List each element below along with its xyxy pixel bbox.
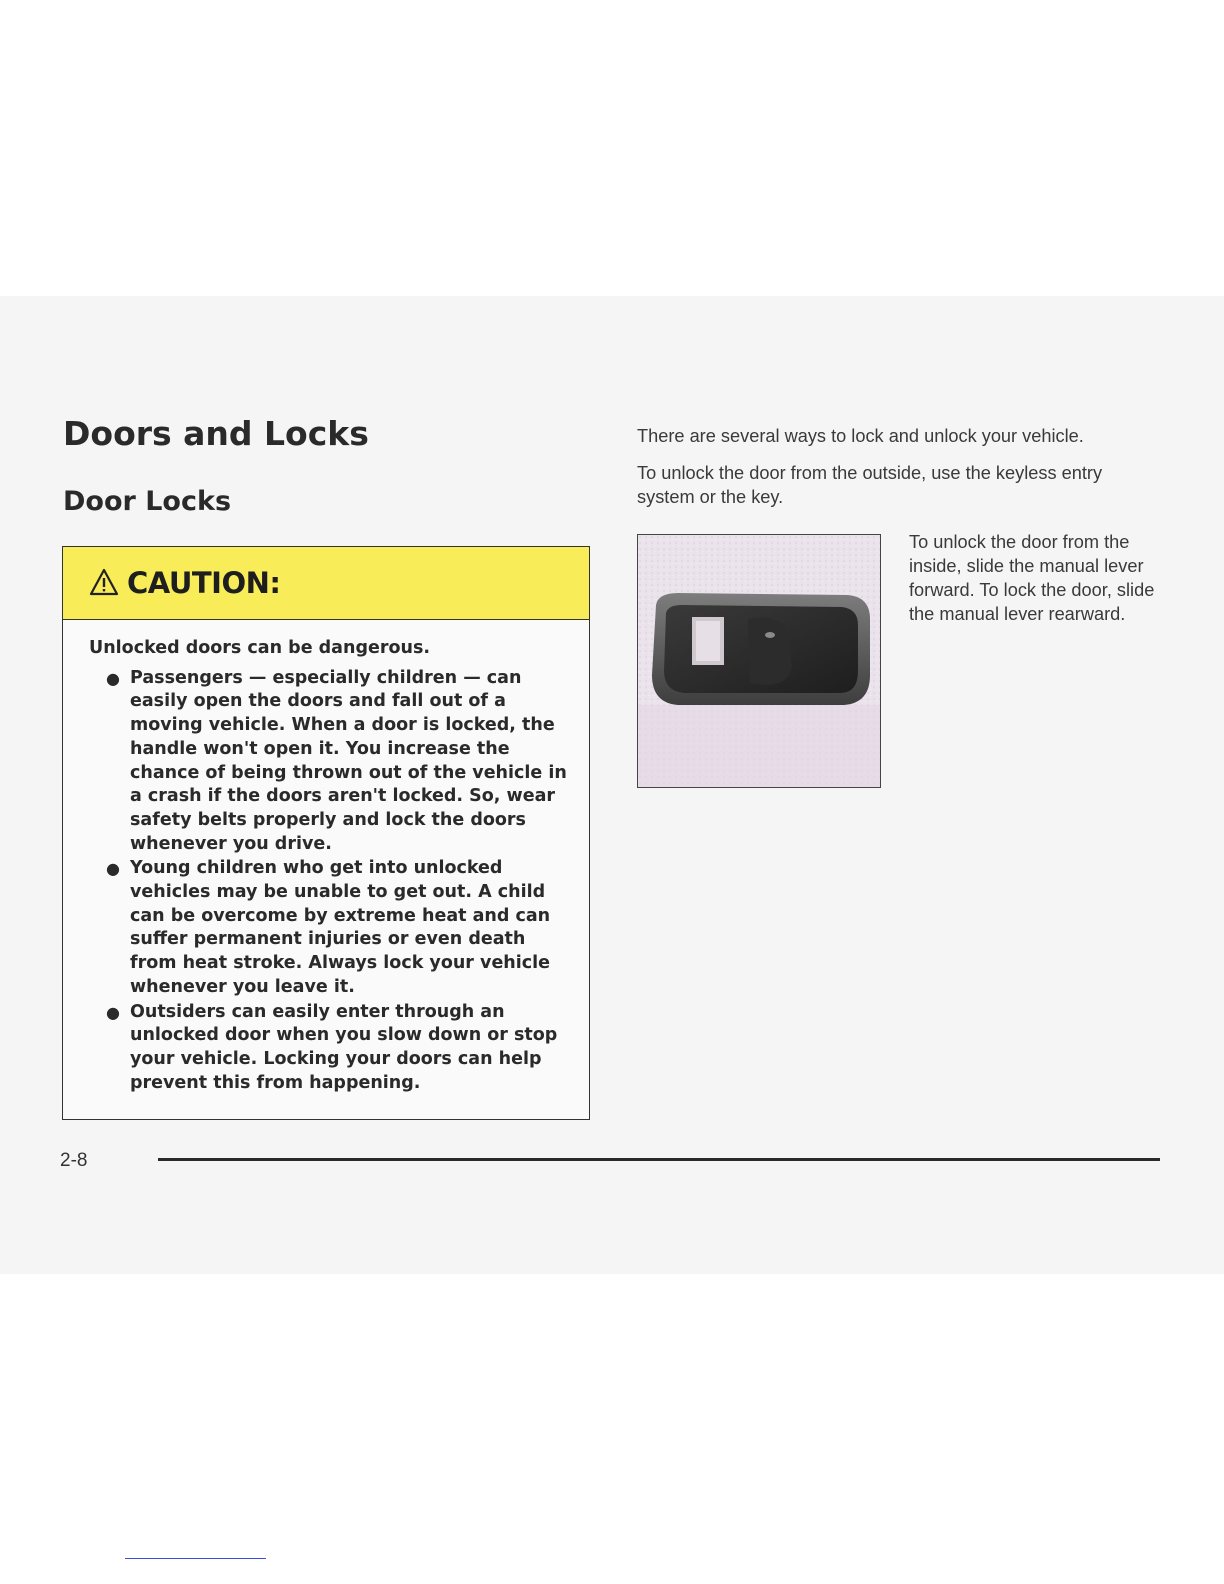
door-handle-illustration <box>638 535 881 788</box>
intro-paragraph: There are several ways to lock and unlock your vehicle. <box>637 426 1084 446</box>
door-handle-photo <box>637 534 881 788</box>
subsection-title: Door Locks <box>63 486 232 517</box>
inside-lock-paragraph: To unlock the door from the inside, slide the manual lever forward. To lock the door, slide the manual lever rearward. <box>909 532 1155 624</box>
bottom-underline <box>125 1558 266 1559</box>
warning-triangle-icon <box>89 568 119 596</box>
caution-bullet-list <box>89 667 571 1096</box>
caution-body <box>63 620 589 1095</box>
page-number: 2-8 <box>60 1150 88 1171</box>
caution-title: CAUTION: <box>127 566 281 600</box>
section-title: Doors and Locks <box>63 414 369 453</box>
caution-bullet-item: ● Passengers — especially children — can easily open the doors and fall out of a moving vehicle. When a door is locked, the handle won't open it. You increase the chance of being thrown out of the vehicle in a crash if the doors aren't locked. So, wear safety belts properly and lock the doors whenever you drive. <box>106 667 567 854</box>
bullet-icon: ● <box>106 1002 120 1022</box>
caution-box <box>62 546 590 1120</box>
bullet-icon: ● <box>106 668 120 688</box>
bullet-icon: ● <box>106 859 120 879</box>
caution-bullet-item: ● Outsiders can easily enter through an unlocked door when you slow down or stop your vehicle. Locking your doors can help prevent this from happening. <box>106 1001 558 1093</box>
footer-rule <box>158 1158 1160 1161</box>
caution-intro: Unlocked doors can be dangerous. <box>89 638 431 658</box>
outside-unlock-paragraph: To unlock the door from the outside, use the keyless entry system or the key. <box>637 463 1103 507</box>
caution-bullet-item: ● Young children who get into unlocked vehicles may be unable to get out. A child can be overcome by extreme heat and can suffer permanent injuries or even death from heat stroke. Always lock your vehicle whenever you leave it. <box>106 858 551 997</box>
caution-header <box>63 547 589 620</box>
